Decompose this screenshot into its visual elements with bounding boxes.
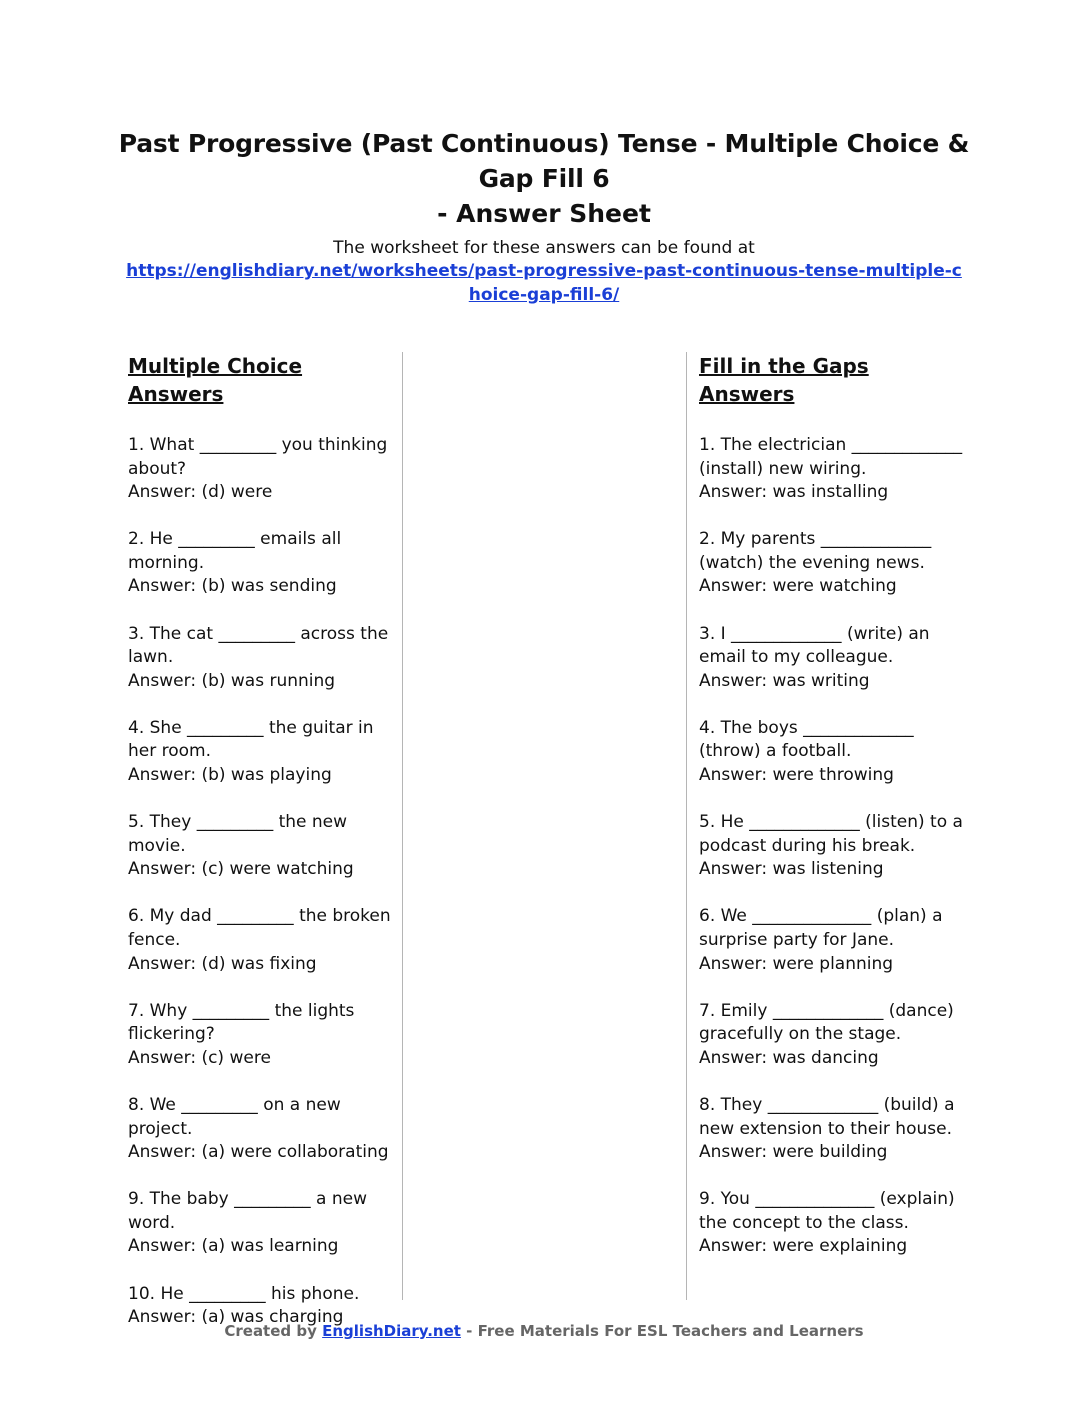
multiple-choice-heading: Multiple Choice Answers (128, 354, 303, 406)
mc-answer: Answer: (a) was charging (128, 1307, 344, 1328)
gap-question: 4. The boys _____________ (throw) a football. (699, 717, 914, 762)
mc-answer: Answer: (b) was running (128, 670, 336, 691)
gap-answer: Answer: were building (699, 1142, 888, 1163)
mc-answer: Answer: (c) were watching (128, 859, 354, 880)
mc-question: 10. He _________ his phone. (128, 1283, 360, 1304)
gap-answer: Answer: was installing (699, 482, 889, 503)
mc-item (128, 528, 394, 599)
gap-fill-heading: Fill in the Gaps Answers (699, 354, 869, 406)
mc-question: 5. They _________ the new movie. (128, 812, 348, 856)
mc-answer: Answer: (a) were collaborating (128, 1142, 389, 1163)
gap-item (699, 811, 967, 882)
multiple-choice-column (128, 352, 394, 1353)
gap-fill-column (699, 352, 967, 1283)
gap-answer: Answer: was listening (699, 859, 884, 880)
mc-question: 4. She _________ the guitar in her room. (128, 717, 374, 762)
mc-question: 7. Why _________ the lights flickering? (128, 1000, 355, 1045)
gap-question: 6. We ______________ (plan) a surprise party for Jane. (699, 906, 943, 950)
mc-answer: Answer: (b) was sending (128, 576, 337, 597)
mc-item (128, 811, 394, 882)
intro-text: The worksheet for these answers can be found at (333, 238, 755, 258)
gap-question: 2. My parents _____________ (watch) the evening news. (699, 529, 932, 573)
gap-answer: Answer: were watching (699, 576, 897, 597)
gap-item (699, 434, 967, 505)
mc-answer: Answer: (c) were (128, 1047, 271, 1068)
page-subtitle: - Answer Sheet (437, 199, 651, 228)
mc-question: 2. He _________ emails all morning. (128, 529, 342, 573)
mc-question: 9. The baby _________ a new word. (128, 1189, 367, 1233)
worksheet-header (100, 126, 988, 307)
mc-question: 8. We _________ on a new project. (128, 1094, 341, 1139)
mc-item (128, 1000, 394, 1071)
mc-answer: Answer: (d) was fixing (128, 953, 317, 974)
gap-question: 1. The electrician _____________ (install) new wiring. (699, 435, 963, 479)
gap-item (699, 1000, 967, 1071)
gap-question: 7. Emily _____________ (dance) gracefully on the stage. (699, 1000, 954, 1045)
gap-answer: Answer: were explaining (699, 1236, 908, 1257)
gap-answer: Answer: was dancing (699, 1047, 879, 1068)
gap-question: 3. I _____________ (write) an email to my colleague. (699, 623, 930, 668)
gap-answer: Answer: were throwing (699, 765, 894, 786)
column-divider-left (402, 352, 403, 1300)
mc-item (128, 623, 394, 694)
footer-suffix: - Free Materials For ESL Teachers and Learners (466, 1322, 864, 1340)
gap-question: 9. You ______________ (explain) the concept to the class. (699, 1189, 955, 1233)
mc-question: 3. The cat _________ across the lawn. (128, 623, 389, 668)
gap-question: 8. They _____________ (build) a new extension to their house. (699, 1094, 955, 1139)
page-footer (0, 1322, 1088, 1340)
worksheet-link[interactable]: https://englishdiary.net/worksheets/past-progressive-past-continuous-tense-multiple-choice-gap-fill-6/ (126, 261, 962, 305)
mc-answer: Answer: (b) was playing (128, 765, 332, 786)
mc-item (128, 1188, 394, 1259)
gap-item (699, 1094, 967, 1165)
gap-item (699, 528, 967, 599)
gap-item (699, 717, 967, 788)
gap-question: 5. He _____________ (listen) to a podcast during his break. (699, 812, 963, 856)
gap-answer: Answer: were planning (699, 953, 894, 974)
gap-answer: Answer: was writing (699, 670, 870, 691)
mc-question: 1. What _________ you thinking about? (128, 435, 388, 479)
footer-brand-link[interactable]: EnglishDiary.net (322, 1322, 461, 1340)
mc-answer: Answer: (d) were (128, 482, 273, 503)
gap-item (699, 905, 967, 976)
footer-prefix: Created by (224, 1322, 317, 1340)
page-title: Past Progressive (Past Continuous) Tense - Multiple Choice & Gap Fill 6 (118, 129, 970, 193)
column-divider-right (686, 352, 687, 1300)
gap-item (699, 1188, 967, 1259)
mc-question: 6. My dad _________ the broken fence. (128, 906, 391, 950)
mc-answer: Answer: (a) was learning (128, 1236, 339, 1257)
mc-item (128, 1094, 394, 1165)
mc-item (128, 905, 394, 976)
mc-item (128, 434, 394, 505)
mc-item (128, 717, 394, 788)
gap-item (699, 623, 967, 694)
